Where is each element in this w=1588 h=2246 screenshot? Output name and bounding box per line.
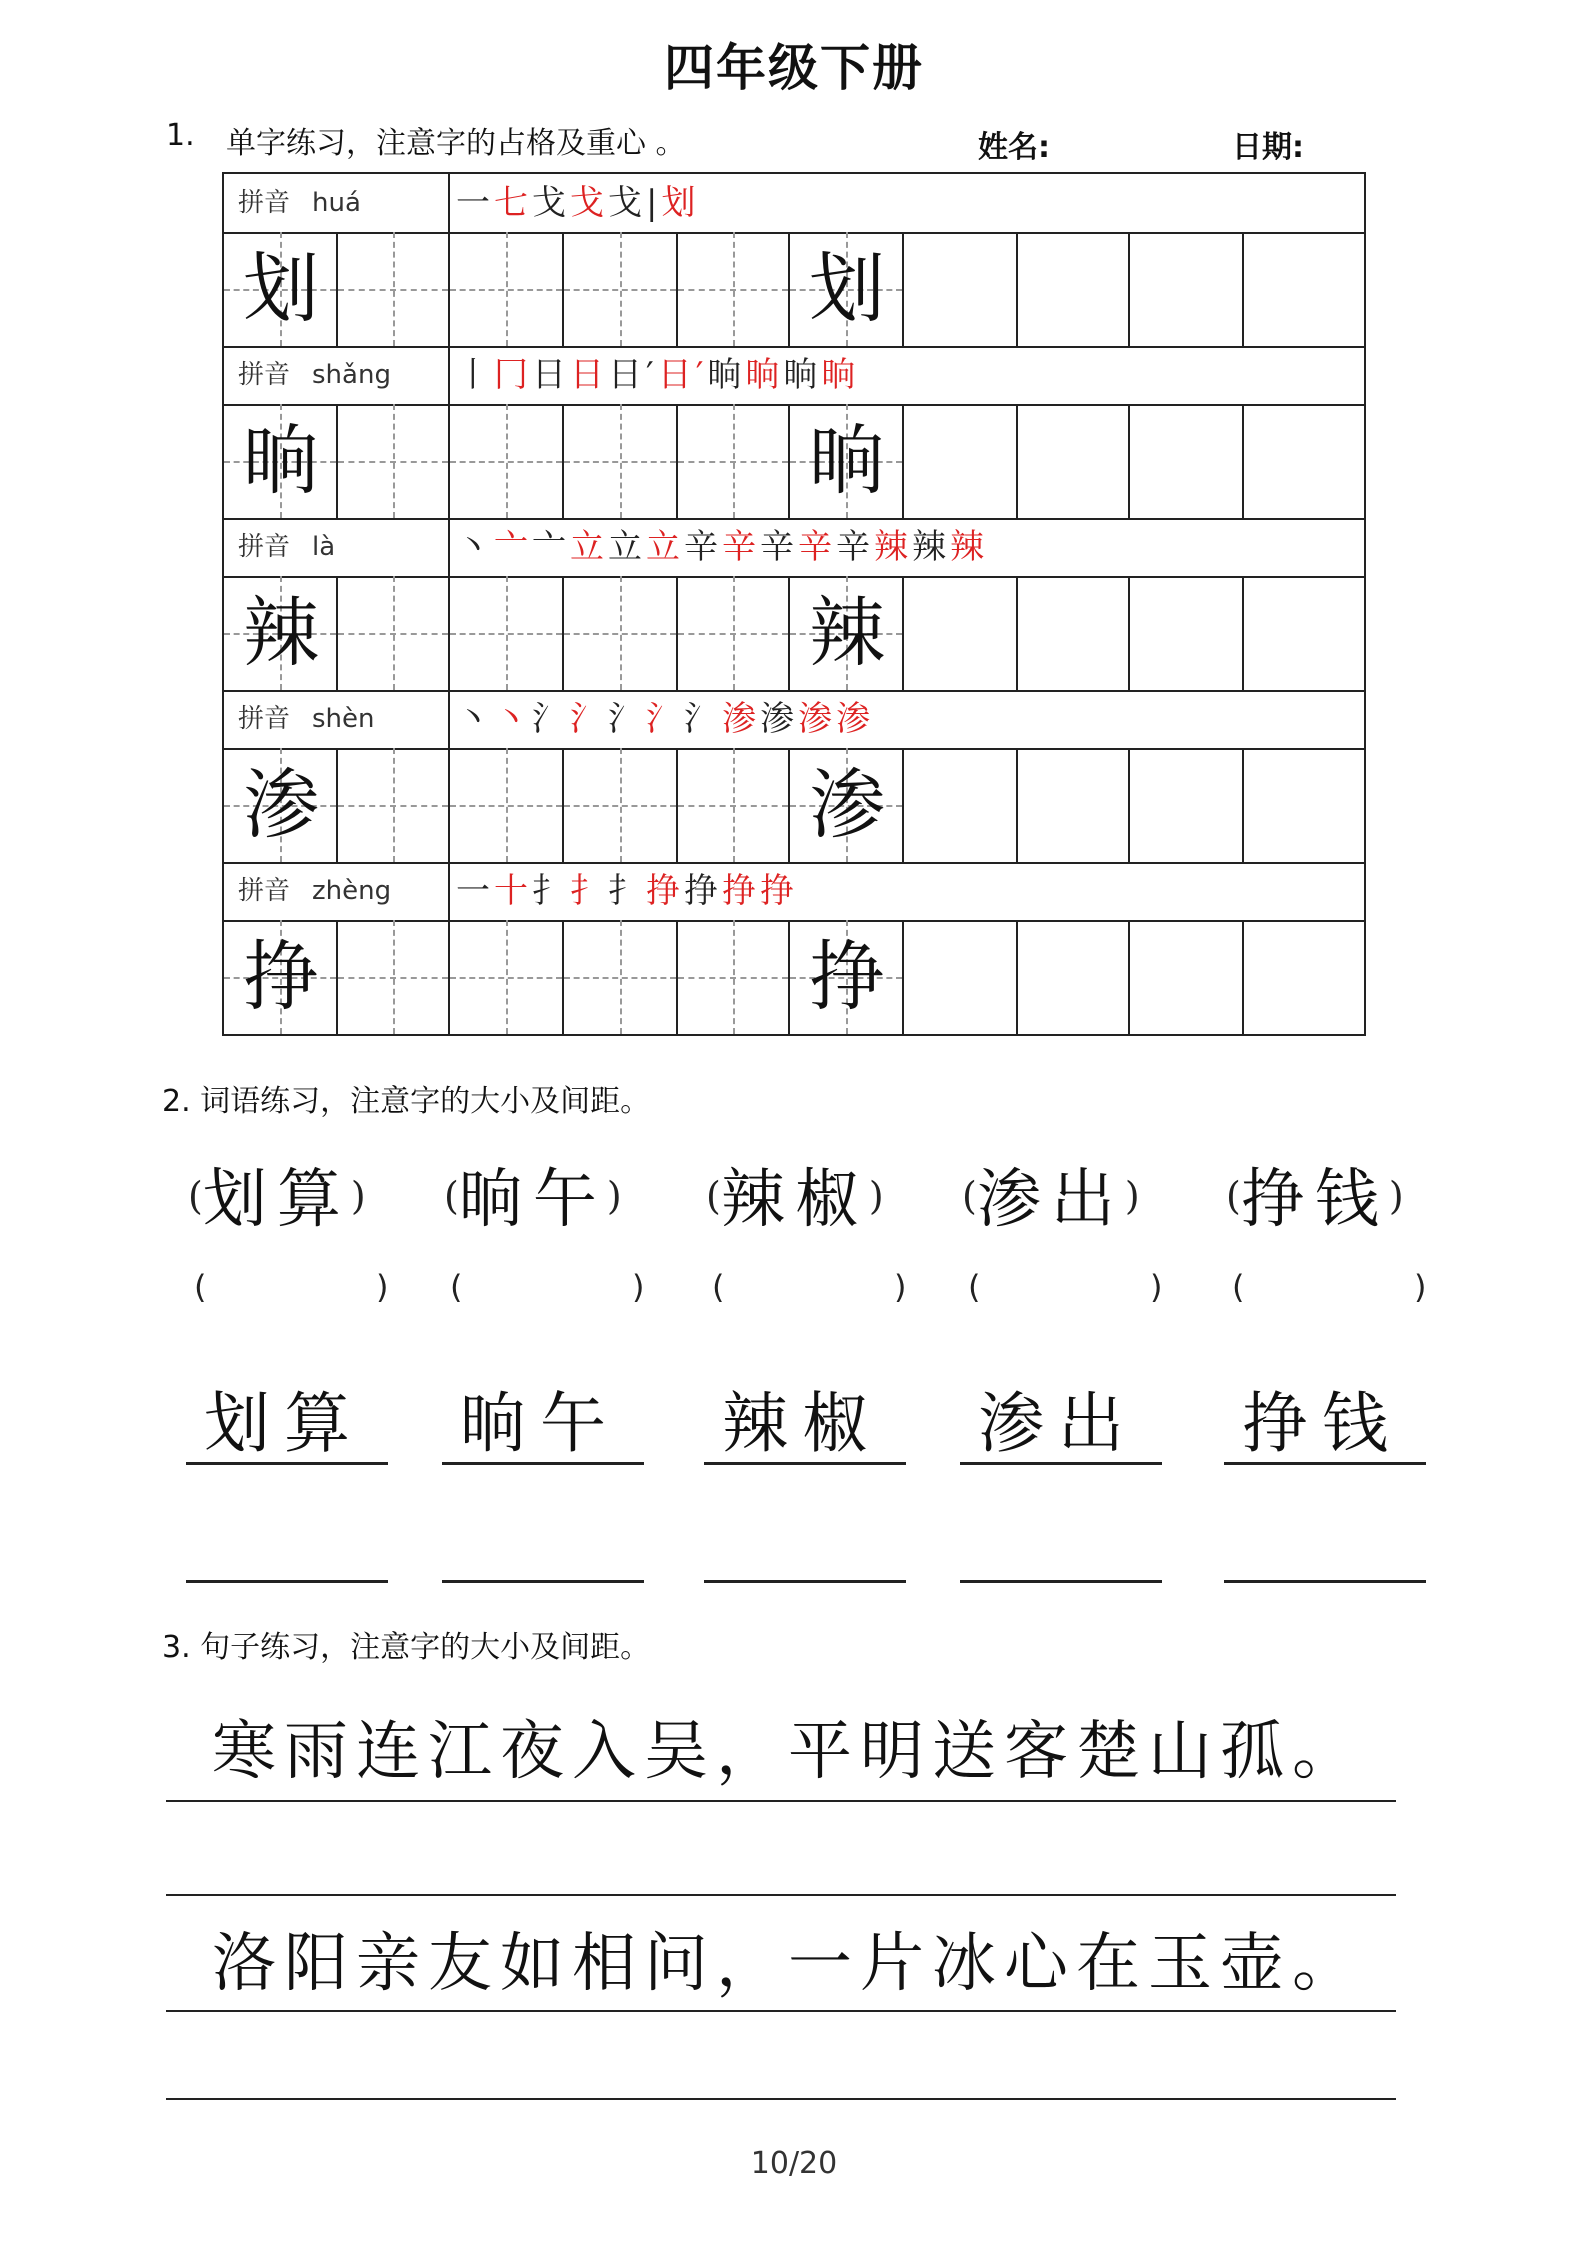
pinyin-word-prompt bbox=[962, 1148, 1140, 1240]
pinyin-cell bbox=[224, 518, 450, 576]
pinyin-label: 拼音 bbox=[238, 876, 291, 906]
trace-character: 渗 bbox=[809, 760, 885, 849]
writing-box[interactable] bbox=[564, 576, 678, 690]
section1-number: 1. bbox=[166, 118, 195, 153]
word-writing-line[interactable] bbox=[442, 1580, 644, 1583]
word-model: 渗出 bbox=[978, 1385, 1138, 1462]
writing-box[interactable] bbox=[790, 748, 904, 862]
stroke-step: 一 bbox=[456, 871, 494, 911]
sentence-baseline bbox=[166, 2010, 1396, 2012]
writing-box[interactable] bbox=[564, 920, 678, 1034]
sentence-model: 洛阳亲友如相问，一片冰心在玉壶。 bbox=[212, 1927, 1364, 2001]
writing-box[interactable] bbox=[678, 748, 790, 862]
writing-box[interactable] bbox=[224, 576, 338, 690]
pinyin-text: shèn bbox=[312, 704, 375, 734]
writing-box[interactable] bbox=[678, 232, 790, 346]
stroke-order bbox=[456, 174, 699, 232]
paren-open: ( bbox=[444, 1174, 459, 1218]
paren-open: ( bbox=[188, 1174, 203, 1218]
writing-box[interactable] bbox=[1244, 404, 1364, 518]
answer-paren-open: ( bbox=[1232, 1268, 1245, 1306]
sentence-writing-line[interactable] bbox=[166, 1894, 1396, 1896]
stroke-order bbox=[456, 862, 798, 920]
stroke-step: 挣 bbox=[646, 871, 684, 911]
stroke-step: 扌 bbox=[570, 871, 608, 911]
writing-box[interactable] bbox=[1018, 232, 1130, 346]
writing-box[interactable] bbox=[790, 232, 904, 346]
stroke-step: 晌 bbox=[707, 355, 746, 395]
stroke-step: 渗 bbox=[798, 699, 836, 739]
stroke-step: 氵 bbox=[570, 699, 608, 739]
paren-open: ( bbox=[1226, 1174, 1241, 1218]
word-baseline bbox=[1224, 1462, 1426, 1465]
character-practice-grid bbox=[222, 172, 1366, 1036]
writing-box[interactable] bbox=[1018, 576, 1130, 690]
writing-box-row bbox=[224, 920, 1364, 1034]
writing-box[interactable] bbox=[904, 404, 1018, 518]
paren-open: ( bbox=[962, 1174, 977, 1218]
model-character: 挣 bbox=[243, 932, 319, 1021]
word-model: 辣椒 bbox=[722, 1385, 882, 1462]
word-writing-line[interactable] bbox=[1224, 1580, 1426, 1583]
stroke-step: 戈 bbox=[532, 183, 570, 223]
stroke-step: 晌 bbox=[783, 355, 822, 395]
word-baseline bbox=[186, 1462, 388, 1465]
stroke-step: 亠 bbox=[532, 527, 570, 567]
writing-box-row bbox=[224, 748, 1364, 864]
writing-box[interactable] bbox=[338, 748, 450, 862]
model-character: 渗 bbox=[243, 760, 319, 849]
stroke-step: 丶 bbox=[456, 527, 494, 567]
page-title: 四年级下册 bbox=[664, 39, 924, 97]
word-text: 渗出 bbox=[976, 1163, 1125, 1237]
stroke-order bbox=[456, 690, 874, 748]
stroke-step: 辣 bbox=[912, 527, 950, 567]
stroke-step: 一 bbox=[456, 183, 494, 223]
stroke-step: 辛 bbox=[684, 527, 722, 567]
stroke-step: 日′ bbox=[608, 355, 658, 395]
stroke-step: 辣 bbox=[950, 527, 988, 567]
pinyin-word-prompt bbox=[444, 1148, 622, 1240]
word-writing-line[interactable] bbox=[960, 1580, 1162, 1583]
name-label: 姓名: bbox=[978, 130, 1050, 165]
stroke-step: 辛 bbox=[760, 527, 798, 567]
trace-character: 晌 bbox=[809, 416, 885, 505]
stroke-step: 晌 bbox=[821, 355, 860, 395]
stroke-step: 亠 bbox=[494, 527, 532, 567]
writing-box[interactable] bbox=[1244, 232, 1364, 346]
answer-paren-open: ( bbox=[450, 1268, 463, 1306]
answer-paren-close: ) bbox=[894, 1268, 907, 1306]
answer-paren-close: ) bbox=[1150, 1268, 1163, 1306]
writing-box[interactable] bbox=[904, 920, 1018, 1034]
writing-box[interactable] bbox=[904, 576, 1018, 690]
writing-box[interactable] bbox=[450, 404, 564, 518]
pinyin-cell bbox=[224, 862, 450, 920]
writing-box[interactable] bbox=[224, 920, 338, 1034]
writing-box[interactable] bbox=[678, 920, 790, 1034]
answer-paren-close: ) bbox=[1414, 1268, 1427, 1306]
paren-close: ) bbox=[606, 1174, 622, 1218]
writing-box[interactable] bbox=[338, 404, 450, 518]
writing-box[interactable] bbox=[450, 576, 564, 690]
writing-box[interactable] bbox=[224, 748, 338, 862]
writing-box[interactable] bbox=[224, 404, 338, 518]
stroke-step: 十 bbox=[494, 871, 532, 911]
writing-box[interactable] bbox=[678, 404, 790, 518]
pinyin-text: shǎng bbox=[312, 360, 391, 390]
writing-box[interactable] bbox=[450, 920, 564, 1034]
pinyin-label: 拼音 bbox=[238, 532, 291, 562]
writing-box[interactable] bbox=[1244, 748, 1364, 862]
writing-box[interactable] bbox=[224, 232, 338, 346]
stroke-step: 戈 bbox=[570, 183, 608, 223]
stroke-step: 扌 bbox=[532, 871, 570, 911]
pinyin-word-prompt bbox=[188, 1148, 366, 1240]
word-baseline bbox=[704, 1462, 906, 1465]
stroke-step: 渗 bbox=[722, 699, 760, 739]
stroke-step: 氵 bbox=[646, 699, 684, 739]
stroke-step: 丶 bbox=[494, 699, 532, 739]
stroke-step: 辣 bbox=[874, 527, 912, 567]
date-label: 日期: bbox=[1232, 130, 1304, 165]
paren-close: ) bbox=[868, 1174, 884, 1218]
stroke-step: 辛 bbox=[798, 527, 836, 567]
answer-paren-close: ) bbox=[632, 1268, 645, 1306]
writing-box[interactable] bbox=[564, 232, 678, 346]
answer-paren-open: ( bbox=[712, 1268, 725, 1306]
word-writing-line[interactable] bbox=[704, 1580, 906, 1583]
section1-instruction: 单字练习，注意字的占格及重心 。 bbox=[226, 126, 686, 161]
stroke-step: 立 bbox=[646, 527, 684, 567]
writing-box[interactable] bbox=[1018, 920, 1130, 1034]
pinyin-text: huá bbox=[312, 188, 361, 218]
section2-instruction: 2. 词语练习，注意字的大小及间距。 bbox=[162, 1084, 651, 1119]
pinyin-label: 拼音 bbox=[238, 188, 291, 218]
writing-box-row bbox=[224, 232, 1364, 348]
pinyin-word-prompt bbox=[706, 1148, 884, 1240]
stroke-step: 晌 bbox=[745, 355, 784, 395]
pinyin-word-prompt bbox=[1226, 1148, 1404, 1240]
stroke-step: 丶 bbox=[456, 699, 494, 739]
word-text: 划算 bbox=[202, 1163, 351, 1237]
answer-paren-open: ( bbox=[194, 1268, 207, 1306]
stroke-step: 氵 bbox=[532, 699, 570, 739]
writing-box[interactable] bbox=[1244, 920, 1364, 1034]
writing-box[interactable] bbox=[450, 748, 564, 862]
stroke-step: 日 bbox=[570, 355, 608, 395]
trace-character: 辣 bbox=[809, 588, 885, 677]
sentence-model: 寒雨连江夜入吴，平明送客楚山孤。 bbox=[212, 1715, 1364, 1789]
paren-close: ) bbox=[350, 1174, 366, 1218]
writing-box[interactable] bbox=[904, 748, 1018, 862]
stroke-step: 挣 bbox=[684, 871, 722, 911]
stroke-step: 氵 bbox=[608, 699, 646, 739]
pinyin-label: 拼音 bbox=[238, 704, 291, 734]
stroke-step: 渗 bbox=[836, 699, 874, 739]
word-baseline bbox=[442, 1462, 644, 1465]
writing-box[interactable] bbox=[1130, 748, 1244, 862]
word-baseline bbox=[960, 1462, 1162, 1465]
writing-box[interactable] bbox=[564, 404, 678, 518]
model-character: 划 bbox=[243, 244, 319, 333]
model-character: 晌 bbox=[243, 416, 319, 505]
stroke-step: 立 bbox=[608, 527, 646, 567]
pinyin-row bbox=[224, 346, 1364, 406]
word-text: 挣钱 bbox=[1240, 1163, 1389, 1237]
writing-box[interactable] bbox=[1018, 404, 1130, 518]
stroke-step: 氵 bbox=[684, 699, 722, 739]
stroke-step: 渗 bbox=[760, 699, 798, 739]
writing-box[interactable] bbox=[904, 232, 1018, 346]
pinyin-text: zhèng bbox=[312, 876, 392, 906]
word-writing-line[interactable] bbox=[186, 1580, 388, 1583]
section3-instruction: 3. 句子练习，注意字的大小及间距。 bbox=[162, 1630, 651, 1665]
writing-box[interactable] bbox=[790, 404, 904, 518]
pinyin-cell bbox=[224, 174, 450, 232]
writing-box-row bbox=[224, 404, 1364, 520]
pinyin-text: là bbox=[312, 532, 336, 562]
stroke-step: 扌 bbox=[608, 871, 646, 911]
trace-character: 挣 bbox=[809, 932, 885, 1021]
paren-close: ) bbox=[1388, 1174, 1404, 1218]
stroke-step: 丨 bbox=[456, 355, 494, 395]
stroke-step: 挣 bbox=[760, 871, 798, 911]
word-text: 晌午 bbox=[458, 1163, 607, 1237]
stroke-step: 立 bbox=[570, 527, 608, 567]
paren-close: ) bbox=[1124, 1174, 1140, 1218]
writing-box[interactable] bbox=[1130, 404, 1244, 518]
pinyin-row bbox=[224, 518, 1364, 578]
writing-box[interactable] bbox=[1130, 232, 1244, 346]
answer-paren-close: ) bbox=[376, 1268, 389, 1306]
pinyin-cell bbox=[224, 690, 450, 748]
word-model: 晌午 bbox=[460, 1385, 620, 1462]
word-model: 划算 bbox=[204, 1385, 364, 1462]
stroke-step: 辛 bbox=[836, 527, 874, 567]
writing-box[interactable] bbox=[338, 232, 450, 346]
page-number: 10/20 bbox=[750, 2146, 838, 2181]
paren-open: ( bbox=[706, 1174, 721, 1218]
answer-paren-open: ( bbox=[968, 1268, 981, 1306]
writing-box[interactable] bbox=[1018, 748, 1130, 862]
stroke-step: 戈| bbox=[608, 183, 662, 223]
stroke-step: 划 bbox=[661, 183, 700, 223]
pinyin-row bbox=[224, 862, 1364, 922]
writing-box[interactable] bbox=[678, 576, 790, 690]
stroke-order bbox=[456, 518, 988, 576]
writing-box[interactable] bbox=[790, 920, 904, 1034]
writing-box[interactable] bbox=[338, 920, 450, 1034]
stroke-step: 日 bbox=[532, 355, 570, 395]
pinyin-row bbox=[224, 174, 1364, 234]
sentence-baseline bbox=[166, 1800, 1396, 1802]
stroke-step: 日′ bbox=[657, 355, 708, 395]
writing-box[interactable] bbox=[338, 576, 450, 690]
writing-box[interactable] bbox=[1244, 576, 1364, 690]
trace-character: 划 bbox=[809, 244, 885, 333]
writing-box-row bbox=[224, 576, 1364, 692]
stroke-step: 挣 bbox=[722, 871, 760, 911]
stroke-order bbox=[456, 346, 859, 404]
word-text: 辣椒 bbox=[720, 1163, 869, 1237]
pinyin-cell bbox=[224, 346, 450, 404]
stroke-step: 七 bbox=[494, 183, 532, 223]
writing-box[interactable] bbox=[450, 232, 564, 346]
pinyin-row bbox=[224, 690, 1364, 750]
writing-box[interactable] bbox=[790, 576, 904, 690]
writing-box[interactable] bbox=[564, 748, 678, 862]
writing-box[interactable] bbox=[1130, 576, 1244, 690]
model-character: 辣 bbox=[243, 588, 319, 677]
stroke-step: 辛 bbox=[722, 527, 760, 567]
pinyin-label: 拼音 bbox=[238, 360, 291, 390]
stroke-step: 冂 bbox=[494, 355, 532, 395]
sentence-writing-line[interactable] bbox=[166, 2098, 1396, 2100]
writing-box[interactable] bbox=[1130, 920, 1244, 1034]
word-model: 挣钱 bbox=[1242, 1385, 1402, 1462]
